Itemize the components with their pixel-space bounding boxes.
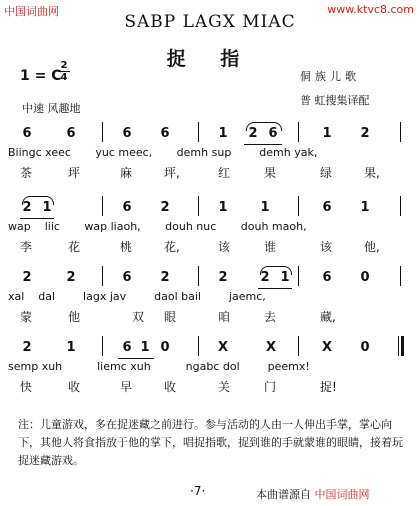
lyric-char: 桃 — [120, 240, 133, 254]
final-barline-thin — [398, 336, 399, 356]
lyric-char: 早 — [120, 380, 133, 394]
note: 6 — [122, 126, 132, 141]
lyric-char: 该 — [218, 240, 231, 254]
lyric-char: 收 — [68, 380, 81, 394]
barline — [298, 196, 299, 216]
note: 2 — [218, 270, 228, 285]
note: 2 — [160, 200, 170, 215]
lyric-char: 花 — [68, 240, 81, 254]
barline — [198, 196, 199, 216]
watermark-right: www.ktvc8.com — [327, 3, 414, 16]
song-title-dong: SABP LAGX MIAC — [124, 12, 296, 32]
lyric-char: 他, — [364, 240, 380, 254]
lyric-char: 绿 — [320, 166, 333, 180]
lyric-char: 他 — [68, 310, 81, 324]
lyric-char: 收 — [164, 380, 177, 394]
note: 2 — [22, 270, 32, 285]
note: 2 — [22, 200, 32, 215]
barline — [102, 266, 103, 286]
lyric-char: 眼 — [164, 310, 177, 324]
music-system-1 — [8, 122, 412, 204]
note: 2 — [66, 270, 76, 285]
lyric-char: 快 — [20, 380, 33, 394]
time-sig-bottom: 4 — [60, 72, 68, 83]
beam — [258, 288, 292, 289]
note: 1 — [360, 200, 370, 215]
beam — [244, 144, 282, 145]
note: 6 — [268, 126, 278, 141]
slur — [260, 266, 292, 275]
note: X — [217, 340, 229, 355]
page-number: ·7· — [190, 484, 206, 498]
note: 1 — [42, 200, 52, 215]
note: 1 — [218, 126, 228, 141]
lyric-char: 花, — [164, 240, 180, 254]
source-site-link[interactable]: 中国词曲网 — [314, 488, 370, 501]
lyric-char: 坪, — [164, 166, 180, 180]
note: 6 — [122, 270, 132, 285]
lyric-char: 蒙 — [20, 310, 33, 324]
barline — [298, 336, 299, 356]
barline — [400, 122, 401, 142]
lyrics-dong: wap liic wap liaoh, douh nuc douh maoh, — [8, 220, 307, 233]
note: 0 — [360, 270, 370, 285]
note: 1 — [322, 126, 332, 141]
slur — [22, 196, 54, 205]
note: 2 — [22, 340, 32, 355]
lyric-char: 关 — [218, 380, 231, 394]
note: 1 — [218, 200, 228, 215]
note: 1 — [280, 270, 290, 285]
note: 1 — [66, 340, 76, 355]
lyric-char: 麻 — [120, 166, 133, 180]
source-prefix: 本曲谱源自 — [256, 488, 311, 501]
lyrics-dong: semp xuh liemc xuh ngabc dol peemx! — [8, 360, 310, 373]
lyric-char: 果 — [264, 166, 277, 180]
song-title-chinese: 捉 指 — [166, 48, 254, 70]
lyric-char: 李 — [20, 240, 33, 254]
lyric-char: 谁 — [264, 240, 277, 254]
note: 6 — [322, 200, 332, 215]
lyric-char: 茶 — [20, 166, 33, 180]
lyric-char: 捉! — [320, 380, 337, 394]
tempo-marking: 中速 风趣地 — [22, 102, 81, 115]
note: 6 — [66, 126, 76, 141]
note: 0 — [360, 340, 370, 355]
barline — [102, 336, 103, 356]
note: 0 — [160, 340, 170, 355]
lyric-char: 果, — [364, 166, 380, 180]
song-credit: 普 虹搜集译配 — [300, 94, 370, 107]
lyrics-dong: Biingc xeec yuc meec, demh sup demh yak, — [8, 146, 318, 159]
note: 6 — [322, 270, 332, 285]
source-credit — [256, 486, 370, 502]
song-origin: 侗族儿歌 — [300, 70, 360, 83]
barline — [102, 122, 103, 142]
lyrics-dong: xal dal lagx jav daol bail jaemc, — [8, 290, 266, 303]
lyric-char: 去 — [264, 310, 277, 324]
barline — [102, 196, 103, 216]
music-system-4 — [8, 336, 412, 418]
lyric-char: 该 — [320, 240, 333, 254]
note: 1 — [140, 340, 150, 355]
barline — [298, 122, 299, 142]
barline — [198, 122, 199, 142]
final-barline-thick — [401, 336, 404, 356]
lyric-char: 藏, — [320, 310, 336, 324]
watermark-left: 中国词曲网 — [4, 5, 59, 18]
barline — [298, 266, 299, 286]
time-signature — [58, 60, 70, 83]
note: 2 — [360, 126, 370, 141]
note: 2 — [160, 270, 170, 285]
lyric-char: 坪 — [68, 166, 81, 180]
beam — [20, 218, 54, 219]
note: 6 — [122, 200, 132, 215]
lyric-char: 咱 — [218, 310, 231, 324]
note: X — [265, 340, 277, 355]
barline — [400, 266, 401, 286]
lyric-char: 双 — [132, 310, 145, 324]
note: 6 — [122, 340, 132, 355]
time-sig-top: 2 — [58, 60, 70, 72]
beam — [118, 358, 154, 359]
barline — [198, 266, 199, 286]
slur — [246, 122, 282, 131]
note: 6 — [22, 126, 32, 141]
barline — [400, 196, 401, 216]
note: 2 — [248, 126, 258, 141]
footnote: 注：儿童游戏，多在捉迷藏之前进行。参与活动的人由一人伸出手掌，掌心向下，其他人将食指放于他的掌下，唱捉指歌，捉到谁的手就蒙谁的眼睛，接着玩捉迷藏游戏。 — [18, 418, 403, 467]
note: X — [321, 340, 333, 355]
lyric-char: 门 — [264, 380, 277, 394]
key-signature: 1 = C — [20, 68, 62, 84]
lyric-char: 红 — [218, 166, 231, 180]
note: 2 — [260, 270, 270, 285]
note: 1 — [260, 200, 270, 215]
note: 6 — [160, 126, 170, 141]
barline — [198, 336, 199, 356]
